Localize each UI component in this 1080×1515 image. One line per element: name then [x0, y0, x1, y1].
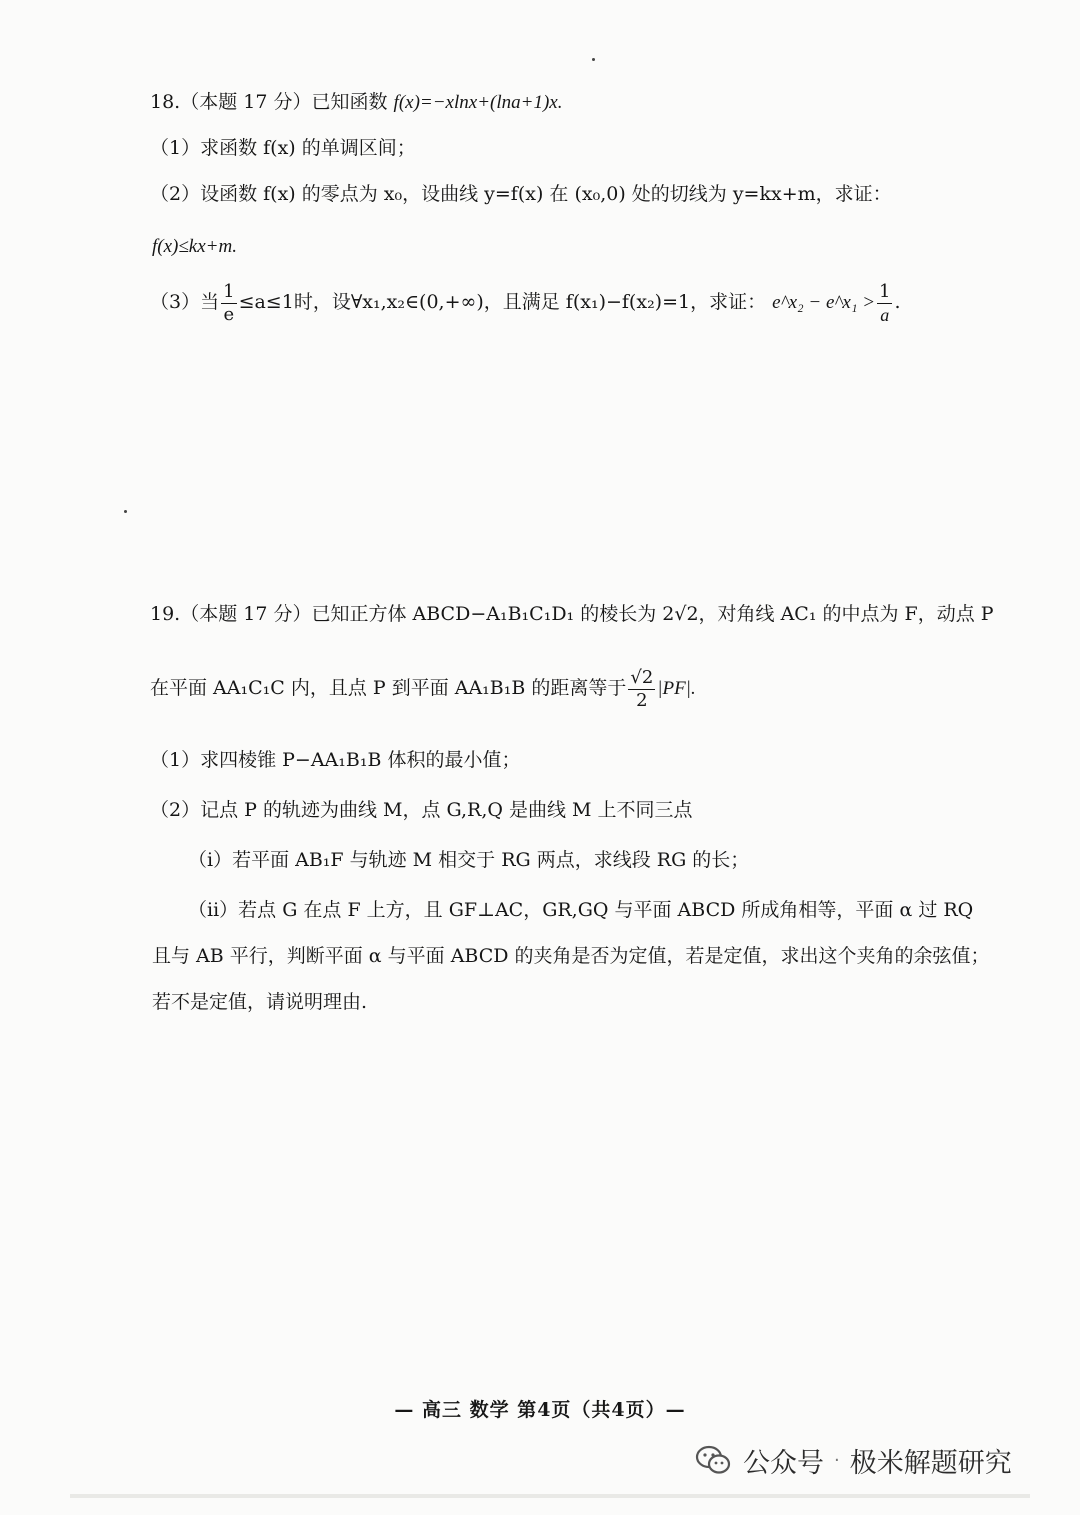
q18-part3-when: 当 [200, 291, 220, 313]
q19-part2-label: （2） [150, 799, 201, 821]
q19-sub-ii-a [188, 898, 973, 922]
q19-part1-label: （1） [150, 749, 201, 771]
q18-part3-inequality: e^x₂ − e^x₁ > [772, 292, 876, 313]
q19-stem-b [150, 664, 696, 713]
q19-sub-ii-text-c: 若不是定值，请说明理由. [152, 991, 368, 1013]
q19-sub-ii-c [152, 990, 367, 1014]
q19-stem-b-text: 在平面 AA₁C₁C 内，且点 P 到平面 AA₁B₁B 的距离等于 [150, 677, 627, 699]
q18-part3-condition: ≤a≤1时，设∀x₁,x₂∈(0,+∞)，且满足 f(x₁)−f(x₂)=1，求证： [238, 291, 767, 313]
q18-part3-label: （3） [150, 291, 201, 313]
q18-part2-cont [152, 234, 237, 259]
watermark [695, 1443, 1012, 1477]
q19-sub-ii-b [152, 944, 990, 968]
q19-stem-a [150, 602, 994, 626]
scan-edge [70, 1494, 1030, 1498]
q18-part1 [150, 136, 416, 160]
q19-score: （本题 17 分） [180, 603, 312, 625]
watermark-name: 极米解题研究 [849, 1447, 1012, 1479]
q19-stem-a-text: 已知正方体 ABCD−A₁B₁C₁D₁ 的棱长为 2√2，对角线 AC₁ 的中点为 F，动点 P [311, 603, 994, 625]
q19-sub-ii-text-b: 且与 AB 平行，判断平面 α 与平面 ABCD 的夹角是否为定值，若是定值，求出这个夹角的余弦值； [152, 945, 990, 967]
q18-part2-label: （2） [150, 183, 201, 205]
q19-sub-i [188, 848, 749, 872]
q18-part1-text: 求函数 f(x) 的单调区间； [200, 137, 416, 159]
q19-part1-text: 求四棱锥 P−AA₁B₁B 体积的最小值； [200, 749, 521, 771]
q18-part2-text-b: f(x)≤kx+m. [152, 236, 237, 257]
q18-stem-formula: f(x)=−xlnx+(lna+1)x. [393, 92, 563, 113]
scan-speck [592, 58, 595, 61]
page-footer: — 高三 数学 第4页（共4页）— [394, 1399, 686, 1421]
q19-sub-ii-label: （ⅱ） [188, 899, 239, 921]
q19-stem-b-tail: |PF|. [657, 678, 696, 699]
q19-sub-i-label: （ⅰ） [188, 849, 233, 871]
q18-stem-intro: 已知函数 [311, 91, 388, 113]
fraction-1-over-a: $\frac{1}{a}$ [879, 280, 891, 325]
q18-part2 [150, 182, 892, 206]
q18-part3: （3）当 $\frac{1}{e}$ ≤a≤1时，设∀x₁,x₂∈(0,+∞)，且满足 f(x₁)−f(x₂)=1，求证： e^x₂ − e^x₁ > $\frac{1}{a}$ . [150, 280, 901, 325]
q18-part2-text-a: 设函数 f(x) 的零点为 x₀，设曲线 y=f(x) 在 (x₀,0) 处的切线为 y=kx+m，求证： [200, 183, 892, 205]
q19-part2 [150, 798, 693, 822]
q18-score: （本题 17 分） [180, 91, 312, 113]
q19-part1 [150, 748, 520, 772]
q18-number: 18. [150, 91, 181, 113]
q19-sub-ii-text-a: 若点 G 在点 F 上方，且 GF⊥AC，GR,GQ 与平面 ABCD 所成角相等，平面 α 过 RQ [238, 899, 974, 921]
q19-sub-i-text: 若平面 AB₁F 与轨迹 M 相交于 RG 两点，求线段 RG 的长； [232, 849, 750, 871]
watermark-separator: · [834, 1449, 840, 1471]
watermark-prefix: 公众号 [743, 1447, 824, 1479]
fraction-1-over-e: $\frac{1}{e}$ [223, 280, 235, 325]
fraction-sqrt2-over-2: $\frac{√2}{2}$ [630, 666, 654, 711]
scan-speck [124, 510, 127, 513]
q19-part2-text: 记点 P 的轨迹为曲线 M，点 G,R,Q 是曲线 M 上不同三点 [200, 799, 693, 821]
q18-part1-label: （1） [150, 137, 201, 159]
wechat-icon [695, 1445, 731, 1475]
q19-number: 19. [150, 603, 181, 625]
q18-stem [150, 90, 562, 115]
